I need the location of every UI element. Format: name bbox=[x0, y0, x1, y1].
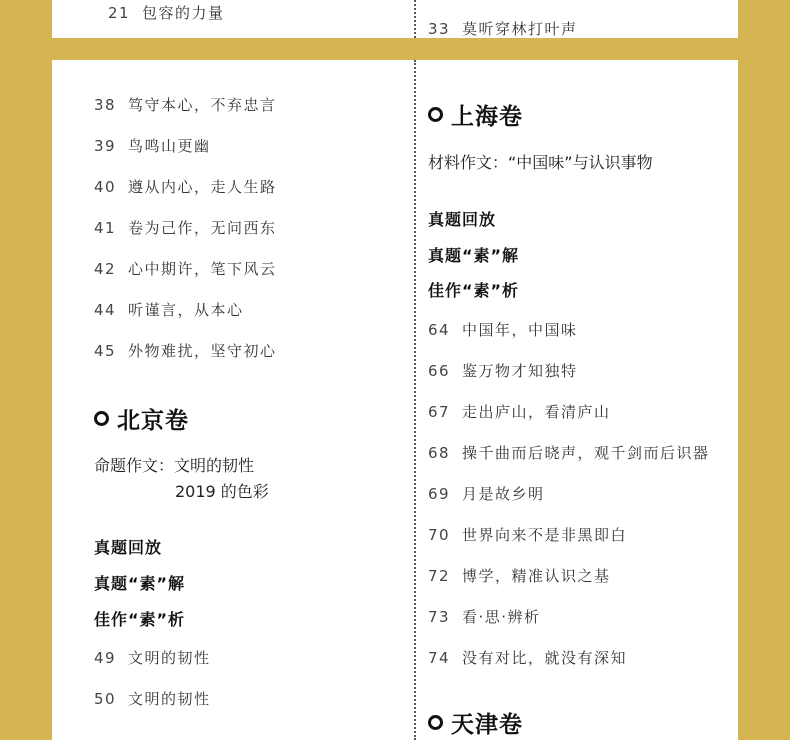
toc-entry[interactable] bbox=[428, 606, 541, 627]
essay-prompt: 材料作文：“中国味”与认识事物 bbox=[428, 153, 653, 172]
page-number: 50 bbox=[94, 690, 117, 708]
section-label: 真题回放 bbox=[94, 538, 163, 557]
entry-title: 看·思·辨析 bbox=[462, 608, 541, 626]
toc-entry[interactable] bbox=[94, 176, 277, 197]
heading-text: 上海卷 bbox=[451, 104, 523, 130]
section-heading-shanghai bbox=[428, 98, 523, 131]
toc-entry[interactable] bbox=[428, 18, 578, 39]
page-number: 44 bbox=[94, 301, 117, 319]
circle-bullet-icon bbox=[428, 715, 443, 730]
entry-title: 笃守本心，不弃忠言 bbox=[128, 96, 277, 114]
page-number: 40 bbox=[94, 178, 117, 196]
circle-bullet-icon bbox=[94, 411, 109, 426]
page-number: 33 bbox=[428, 20, 451, 38]
entry-title: 莫听穿林打叶声 bbox=[462, 20, 578, 38]
toc-entry[interactable] bbox=[94, 299, 244, 320]
toc-entry[interactable] bbox=[94, 647, 211, 668]
page-number: 49 bbox=[94, 649, 117, 667]
entry-title: 遵从内心，走人生路 bbox=[128, 178, 277, 196]
page-number: 38 bbox=[94, 96, 117, 114]
heading-text: 北京卷 bbox=[117, 408, 189, 434]
section-label: 佳作“素”析 bbox=[428, 281, 520, 300]
toc-panel-top bbox=[52, 0, 738, 38]
toc-entry[interactable] bbox=[94, 94, 277, 115]
toc-entry[interactable] bbox=[428, 565, 611, 586]
toc-entry[interactable] bbox=[94, 217, 277, 238]
toc-entry[interactable] bbox=[94, 688, 211, 709]
essay-prompt: 命题作文：文明的韧性 bbox=[94, 456, 255, 475]
entry-title: 鉴万物才知独特 bbox=[462, 362, 578, 380]
page-number: 21 bbox=[108, 4, 131, 22]
page-number: 70 bbox=[428, 526, 451, 544]
column-divider bbox=[414, 60, 416, 740]
toc-entry[interactable] bbox=[94, 258, 277, 279]
entry-title: 心中期许，笔下风云 bbox=[128, 260, 277, 278]
page-number: 39 bbox=[94, 137, 117, 155]
page-number: 42 bbox=[94, 260, 117, 278]
toc-entry[interactable] bbox=[428, 360, 578, 381]
entry-title: 卷为己作，无问西东 bbox=[128, 219, 277, 237]
toc-entry[interactable] bbox=[108, 2, 225, 23]
toc-entry[interactable] bbox=[428, 524, 627, 545]
section-label: 真题“素”解 bbox=[94, 574, 186, 593]
entry-title: 世界向来不是非黑即白 bbox=[462, 526, 628, 544]
entry-title: 月是故乡明 bbox=[462, 485, 545, 503]
entry-title: 鸟鸣山更幽 bbox=[128, 137, 211, 155]
entry-title: 外物难扰，坚守初心 bbox=[128, 342, 277, 360]
toc-entry[interactable] bbox=[94, 135, 211, 156]
entry-title: 听谨言，从本心 bbox=[128, 301, 244, 319]
page-number: 68 bbox=[428, 444, 451, 462]
page-number: 74 bbox=[428, 649, 451, 667]
section-label: 真题回放 bbox=[428, 210, 497, 229]
entry-title: 博学，精准认识之基 bbox=[462, 567, 611, 585]
heading-text: 天津卷 bbox=[451, 712, 523, 738]
section-heading-beijing bbox=[94, 402, 189, 435]
page-number: 73 bbox=[428, 608, 451, 626]
page-number: 64 bbox=[428, 321, 451, 339]
column-divider bbox=[414, 0, 416, 38]
toc-entry[interactable] bbox=[428, 401, 611, 422]
page-number: 66 bbox=[428, 362, 451, 380]
section-label: 真题“素”解 bbox=[428, 246, 520, 265]
toc-panel-main bbox=[52, 60, 738, 740]
entry-title: 文明的韧性 bbox=[128, 690, 211, 708]
toc-entry[interactable] bbox=[428, 647, 627, 668]
toc-entry[interactable] bbox=[428, 319, 578, 340]
toc-entry[interactable] bbox=[94, 340, 277, 361]
section-label: 佳作“素”析 bbox=[94, 610, 186, 629]
toc-entry[interactable] bbox=[428, 483, 545, 504]
entry-title: 包容的力量 bbox=[142, 4, 225, 22]
essay-prompt-line2: 2019 的色彩 bbox=[175, 482, 269, 501]
page-number: 69 bbox=[428, 485, 451, 503]
entry-title: 走出庐山，看清庐山 bbox=[462, 403, 611, 421]
page-number: 67 bbox=[428, 403, 451, 421]
page-number: 45 bbox=[94, 342, 117, 360]
page-number: 72 bbox=[428, 567, 451, 585]
entry-title: 没有对比，就没有深知 bbox=[462, 649, 628, 667]
entry-title: 操千曲而后晓声，观千剑而后识器 bbox=[462, 444, 710, 462]
section-heading-tianjin bbox=[428, 706, 523, 739]
circle-bullet-icon bbox=[428, 107, 443, 122]
entry-title: 文明的韧性 bbox=[128, 649, 211, 667]
toc-entry[interactable] bbox=[428, 442, 710, 463]
entry-title: 中国年，中国味 bbox=[462, 321, 578, 339]
page-number: 41 bbox=[94, 219, 117, 237]
